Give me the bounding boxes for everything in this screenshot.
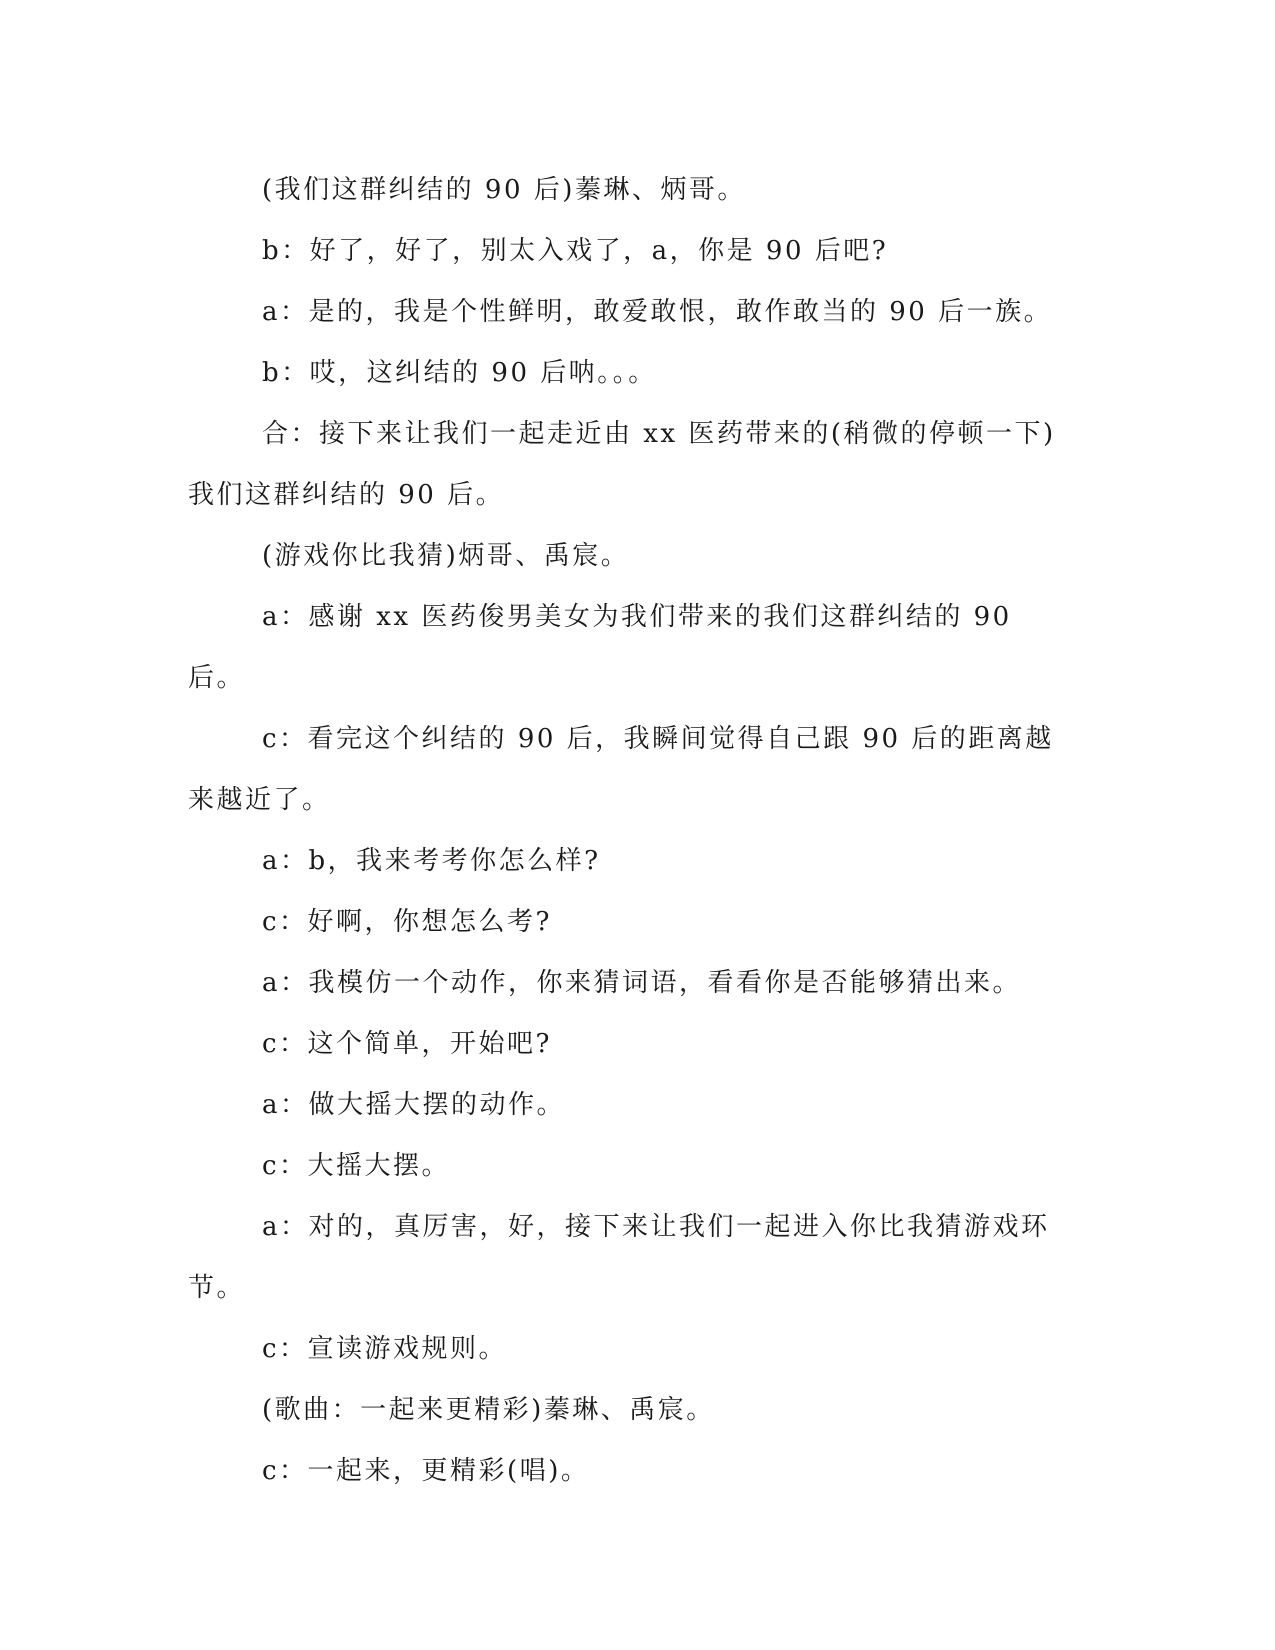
paragraph: a：对的，真厉害，好，接下来让我们一起进入你比我猜游戏环节。 — [188, 1212, 1050, 1303]
paragraph: a：做大摇大摆的动作。 — [262, 1090, 566, 1120]
paragraph: a：是的，我是个性鲜明，敢爱敢恨，敢作敢当的 90 后一族。 — [262, 297, 1053, 327]
paragraph: b：哎，这纠结的 90 后呐。。。 — [262, 358, 657, 388]
paragraph: c：看完这个纠结的 90 后，我瞬间觉得自己跟 90 后的距离越来越近了。 — [188, 724, 1054, 815]
paragraph: (我们这群纠结的 90 后)蓁琳、炳哥。 — [262, 175, 746, 205]
paragraph: a：b，我来考考你怎么样? — [262, 846, 601, 876]
paragraph: a：感谢 xx 医药俊男美女为我们带来的我们这群纠结的 90 后。 — [188, 602, 1012, 693]
paragraph: 合：接下来让我们一起走近由 xx 医药带来的(稍微的停顿一下)我们这群纠结的 90 后。 — [188, 419, 1056, 510]
paragraph: (歌曲：一起来更精彩)蓁琳、禹宸。 — [262, 1395, 715, 1425]
paragraph: c：宣读游戏规则。 — [262, 1334, 508, 1364]
paragraph: (游戏你比我猜)炳哥、禹宸。 — [262, 541, 630, 571]
document-body — [188, 160, 1070, 1502]
paragraph: c：大摇大摆。 — [262, 1151, 451, 1181]
paragraph: b：好了，好了，别太入戏了，a，你是 90 后吧? — [262, 236, 889, 266]
paragraph: c：这个简单，开始吧? — [262, 1029, 553, 1059]
paragraph: c：一起来，更精彩(唱)。 — [262, 1456, 590, 1486]
paragraph: a：我模仿一个动作，你来猜词语，看看你是否能够猜出来。 — [262, 968, 1022, 998]
paragraph: c：好啊，你想怎么考? — [262, 907, 553, 937]
